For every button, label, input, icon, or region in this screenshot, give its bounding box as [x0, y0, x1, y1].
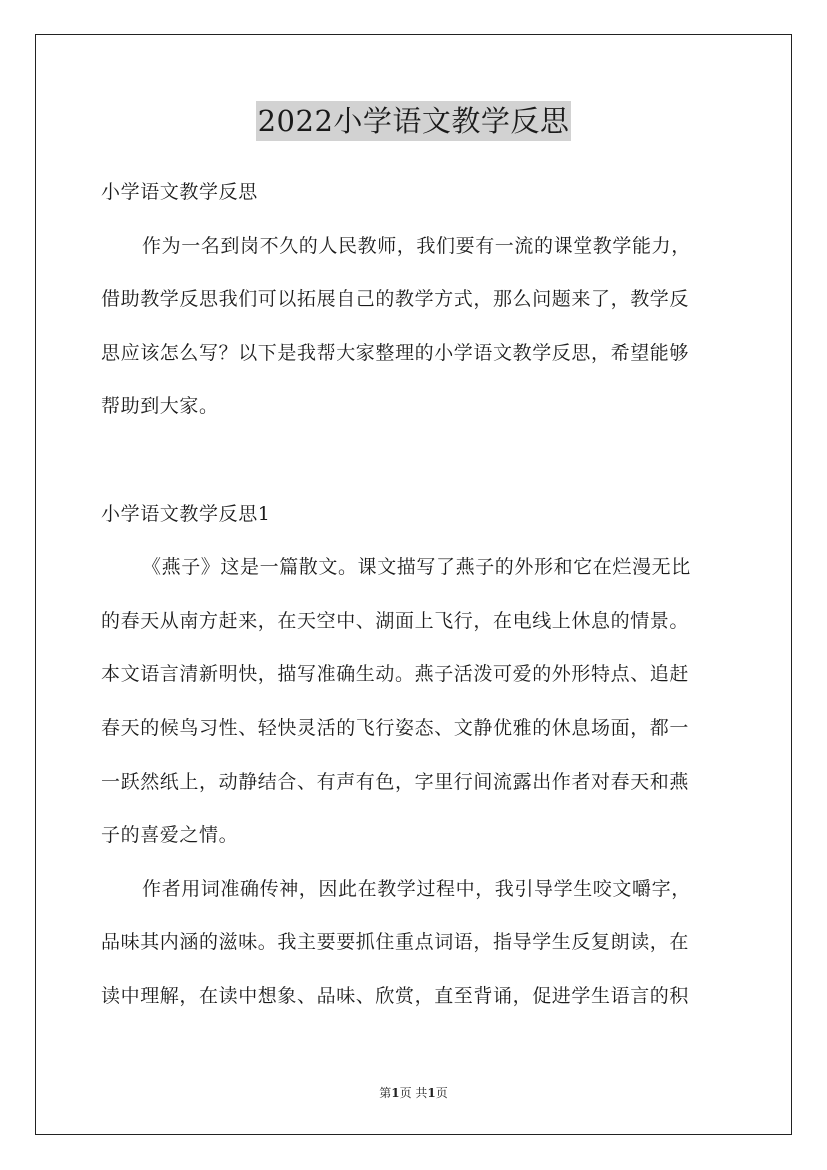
footer-page-suffix: 页 [435, 1086, 448, 1100]
body-line[interactable]: 的春天从南方赶来，在天空中、湖面上飞行，在电线上休息的情景。 [101, 609, 690, 632]
footer-page-current: 1 [391, 1086, 400, 1100]
body-line[interactable]: 子的喜爱之情。 [101, 824, 239, 847]
body-line[interactable]: 本文语言清新明快，描写准确生动。燕子活泼可爱的外形特点、追赶 [101, 663, 690, 686]
footer-page-total: 1 [427, 1086, 436, 1100]
body-line[interactable]: 思应该怎么写？以下是我帮大家整理的小学语文教学反思，希望能够 [101, 341, 690, 364]
section-heading[interactable]: 小学语文教学反思 [101, 181, 258, 203]
section-heading[interactable]: 小学语文教学反思1 [101, 502, 271, 525]
document-body [101, 166, 729, 1024]
title-container [0, 101, 827, 141]
body-line[interactable]: 春天的候鸟习性、轻快灵活的飞行姿态、文静优雅的休息场面，都一 [101, 716, 690, 739]
body-line[interactable]: 借助教学反思我们可以拓展自己的教学方式，那么问题来了，教学反 [101, 288, 690, 311]
body-line[interactable]: 品味其内涵的滋味。我主要要抓住重点词语，指导学生反复朗读，在 [101, 931, 690, 954]
body-line[interactable]: 《燕子》这是一篇散文。课文描写了燕子的外形和它在烂漫无比 [142, 556, 691, 579]
body-line[interactable]: 帮助到大家。 [101, 395, 219, 418]
body-line[interactable]: 作为一名到岗不久的人民教师，我们要有一流的课堂教学能力， [142, 234, 691, 257]
footer-page-mid: 页 共 [399, 1086, 428, 1100]
body-line[interactable]: 作者用词准确传神，因此在教学过程中，我引导学生咬文嚼字， [142, 877, 691, 900]
paragraph-gap [101, 434, 729, 488]
body-line[interactable]: 一跃然纸上，动静结合、有声有色，字里行间流露出作者对春天和燕 [101, 770, 690, 793]
body-line[interactable]: 读中理解，在读中想象、品味、欣赏，直至背诵，促进学生语言的积 [101, 984, 690, 1007]
page-footer [0, 1085, 827, 1101]
footer-page-prefix: 第 [379, 1086, 392, 1100]
document-title[interactable]: 2022小学语文教学反思 [256, 101, 572, 141]
